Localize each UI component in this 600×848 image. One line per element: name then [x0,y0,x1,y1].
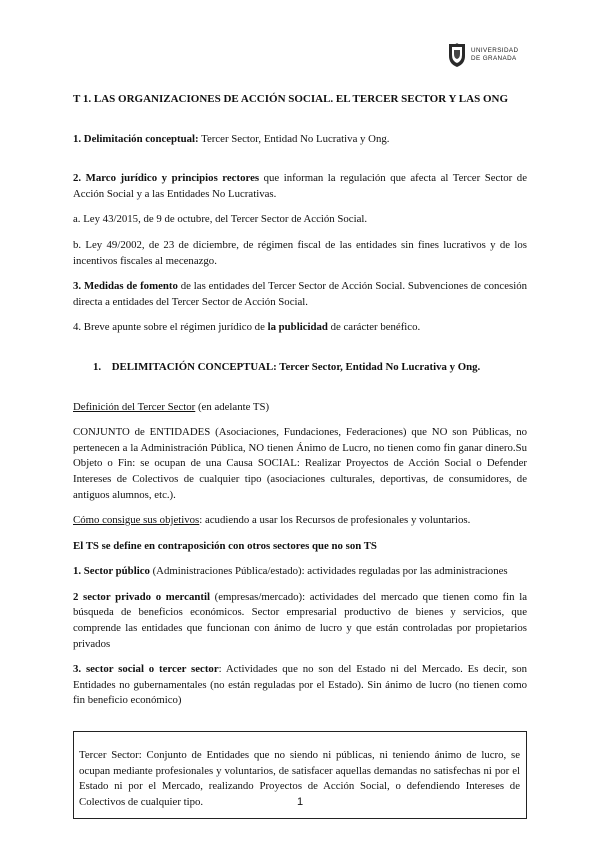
outline-item-2-text: que informan la regulación que afecta al Tercer Sector de Acción Social y a las Entidades No Lucrativas. [73,172,527,200]
university-logo [447,42,547,72]
definition-box-text: Tercer Sector: Conjunto de Entidades que no siendo ni públicas, ni teniendo ánimo de lucro, se ocupan mediante profesionales y voluntarios, de satisfacer aquellas demandas no satisfechas ni por el Estado ni por el Mercado, realizando Proyectos de Acción Social, o defendiendo Intereses de Colectivos de cualquier tipo. [79,749,520,808]
sector-2-text: (empresas/mercado): actividades del mercado que tienen como fin la búsqueda de beneficios económicos. Sector empresarial productivo de bienes y servicios, que comprende las entidades que funcionan con ánimo de lucro y que están controladas por propietarios privados [73,590,527,650]
definition-paragraph: CONJUNTO de ENTIDADES (Asociaciones, Fundaciones, Federaciones) que NO son Públicas, no pertenecen a la Administración Pública, NO tienen Ánimo de Lucro, no tienen como fin ganar dinero.Su Objeto o Fin: se ocupan de una Causa SOCIAL: Realizar Proyectos de Acción Social o Defender Intereses de Colectivos de cualquier tipo (asociaciones culturales, deportivas, de consumidores, de antiguos alumnos, etc.). [73,426,527,501]
sector-3-text: : Actividades que no son del Estado ni del Mercado. Es decir, son Entidades no gubernamentales (no están reguladas por el Estado). Sin ánimo de lucro (no tienen como fin beneficio económico) [73,663,527,707]
outline-item-2-heading: 2. Marco jurídico y principios rectores [73,172,260,185]
outline-item-3 [73,279,527,310]
document-title: T 1. LAS ORGANIZACIONES DE ACCIÓN SOCIAL. EL TERCER SECTOR Y LAS ONG [73,93,509,105]
section-1-number: 1. [93,360,102,373]
definition-heading-underlined: Definición del Tercer Sector [73,400,196,413]
page-number: 1 [296,796,304,808]
university-logo-text [471,47,518,63]
outline-item-4 [73,320,527,336]
section-1-heading [73,360,527,376]
sector-1-text: (Administraciones Pública/estado): actividades reguladas por las administraciones [149,565,508,578]
outline-item-2a: a. Ley 43/2015, de 9 de octubre, del Tercer Sector de Acción Social. [73,213,368,226]
outline-item-3-heading: 3. Medidas de fomento [73,280,178,293]
outline-item-2b: b. Ley 49/2002, de 23 de diciembre, de régimen fiscal de las entidades sin fines lucrativos y de los incentivos fiscales al mecenazgo. [73,238,527,267]
outline-item-3-text: de las entidades del Tercer Sector de Acción Social. Subvenciones de concesión directa a entidades del Tercer Sector de Acción Social. [73,280,527,308]
definition-heading-suffix: (en adelante TS) [195,400,270,413]
outline-item-4-bold: la publicidad [267,321,328,334]
objectives-heading: Cómo consigue sus objetivos [73,514,200,527]
outline-item-1-text: Tercer Sector, Entidad No Lucrativa y Ong. [198,132,390,145]
section-1-title: DELIMITACIÓN CONCEPTUAL: Tercer Sector, Entidad No Lucrativa y Ong. [111,360,481,373]
sector-3 [73,662,527,709]
objectives-text: : acudiendo a usar los Recursos de profesionales y voluntarios. [199,514,471,527]
logo-line-2: DE GRANADA [471,55,517,62]
outline-item-4-post: de carácter benéfico. [327,321,421,334]
outline-item-1-heading: 1. Delimitación conceptual: [73,132,199,145]
outline-item-2 [73,171,527,202]
outline-item-4-pre: 4. Breve apunte sobre el régimen jurídico de [73,321,268,334]
logo-line-1: UNIVERSIDAD [471,47,519,54]
sector-1 [73,564,527,580]
document-body [73,92,527,819]
contrast-heading: El TS se define en contraposición con otros sectores que no son TS [73,539,377,552]
objectives-paragraph [73,513,527,529]
sector-3-heading: 3. sector social o tercer sector [73,663,219,676]
sector-2-heading: 2 sector privado o mercantil [73,590,210,603]
sector-1-heading: 1. Sector público [73,565,150,578]
sector-2 [73,590,527,652]
university-crest-icon [447,42,467,68]
definition-heading [73,400,527,416]
outline-item-1 [73,132,527,148]
